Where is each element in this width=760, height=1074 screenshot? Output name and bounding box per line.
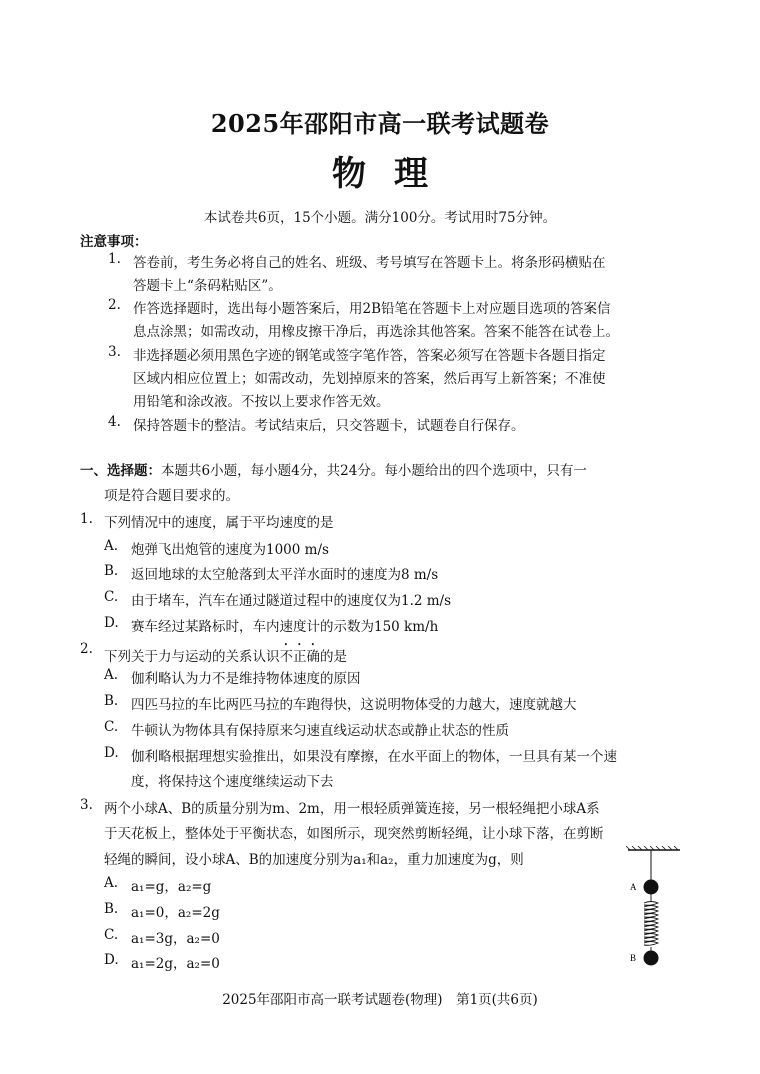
section-label: 一、选择题：	[80, 463, 161, 479]
notice-text: 答题卡上“条码粘贴区”。	[133, 278, 282, 294]
stem-part: 的是	[320, 649, 347, 665]
notice-text: 非选择题必须用黑色字迹的钢笔或签字笔作答，答案必须写在答题卡各题目指定	[133, 348, 606, 364]
label-a: A	[630, 882, 637, 892]
notice-text: 息点涂黑；如需改动，用橡皮擦干净后，再选涂其他答案。答案不能答在试卷上。	[133, 324, 619, 340]
question-number: 1.	[80, 511, 93, 527]
option-text-d-cont: 度，将保持这个速度继续运动下去	[131, 774, 334, 790]
question-stem-cont: 于天花板上，整体处于平衡状态，如图所示，现突然剪断轻绳，让小球下落，在剪断	[104, 826, 604, 842]
emphasized-text: 不正确	[279, 649, 320, 665]
option-text-c: 牛顿认为物体具有保持原来匀速直线运动状态或静止状态的性质	[131, 723, 509, 739]
question-stem: 两个小球A、B的质量分别为m、2m，用一根轻质弹簧连接，另一根轻绳把小球A系	[104, 801, 600, 817]
notice-heading: 注意事项：	[80, 234, 148, 250]
option-label-b: B.	[104, 901, 119, 917]
option-label-a: A.	[104, 538, 119, 554]
option-text-a: 炮弹飞出炮管的速度为1000 m/s	[131, 542, 329, 558]
subject-title: 物理	[332, 154, 456, 194]
option-label-b: B.	[104, 693, 119, 709]
notice-number: 3.	[108, 344, 121, 360]
question-stem: 下列情况中的速度，属于平均速度的是	[104, 515, 334, 531]
question-number: 3.	[80, 797, 93, 813]
option-text-b: 四匹马拉的车比两匹马拉的车跑得快，这说明物体受的力越大，速度就越大	[131, 697, 577, 713]
stem-part: 下列关于力与运动的关系认识	[104, 649, 280, 665]
section-instructions-cont: 项是符合题目要求的。	[104, 488, 239, 504]
spring-ball-figure	[622, 846, 686, 968]
notice-text: 保持答题卡的整洁。考试结束后，只交答题卡，试题卷自行保存。	[133, 418, 525, 434]
notice-number: 2.	[108, 297, 121, 313]
option-label-b: B.	[104, 563, 119, 579]
option-text-a: a₁=g，a₂=g	[131, 879, 212, 895]
question-stem	[104, 641, 347, 665]
option-label-d: D.	[104, 615, 119, 631]
option-label-d: D.	[104, 745, 119, 761]
section-heading	[80, 459, 587, 479]
label-b: B	[630, 953, 637, 963]
ceiling	[626, 846, 680, 850]
spring	[644, 894, 658, 952]
notice-text: 作答选择题时，选出每小题答案后，用2B铅笔在答题卡上对应题目选项的答案信	[133, 301, 611, 317]
ball-b	[644, 951, 659, 966]
exam-info: 本试卷共6页，15个小题。满分100分。考试用时75分钟。	[203, 210, 557, 226]
question-stem-cont: 轻绳的瞬间，设小球A、B的加速度分别为a₁和a₂，重力加速度为g，则	[104, 852, 524, 868]
option-label-a: A.	[104, 875, 119, 891]
option-text-d: 伽利略根据理想实验推出，如果没有摩擦，在水平面上的物体，一旦具有某一个速	[131, 749, 617, 765]
ball-a	[644, 880, 659, 895]
notice-number: 4.	[108, 414, 121, 430]
option-text-d: a₁=2g，a₂=0	[131, 956, 220, 972]
option-text-c: 由于堵车，汽车在通过隧道过程中的速度仅为1.2 m/s	[131, 593, 452, 609]
notice-text: 答卷前，考生务必将自己的姓名、班级、考号填写在答题卡上。将条形码横贴在	[133, 255, 606, 271]
option-label-c: C.	[104, 927, 119, 943]
option-text-b: 返回地球的太空舱落到太平洋水面时的速度为8 m/s	[131, 567, 439, 583]
notice-text: 用铅笔和涂改液。不按以上要求作答无效。	[133, 394, 390, 410]
section-instructions: 本题共6小题，每小题4分，共24分。每小题给出的四个选项中，只有一	[161, 463, 587, 479]
option-text-c: a₁=3g，a₂=0	[131, 931, 220, 947]
option-text-d: 赛车经过某路标时，车内速度计的示数为150 km/h	[131, 619, 439, 635]
option-text-b: a₁=0，a₂=2g	[131, 905, 220, 921]
option-label-a: A.	[104, 667, 119, 683]
option-label-c: C.	[104, 719, 119, 735]
question-number: 2.	[80, 641, 93, 657]
option-label-c: C.	[104, 589, 119, 605]
exam-title: 2025年邵阳市高一联考试题卷	[210, 109, 550, 138]
option-label-d: D.	[104, 952, 119, 968]
notice-text: 区域内相应位置上；如需改动，先划掉原来的答案，然后再写上新答案；不准使	[133, 371, 606, 387]
notice-number: 1.	[108, 251, 121, 267]
option-text-a: 伽利略认为力不是维持物体速度的原因	[131, 671, 361, 687]
page-footer: 2025年邵阳市高一联考试题卷(物理) 第1页(共6页)	[222, 992, 538, 1008]
